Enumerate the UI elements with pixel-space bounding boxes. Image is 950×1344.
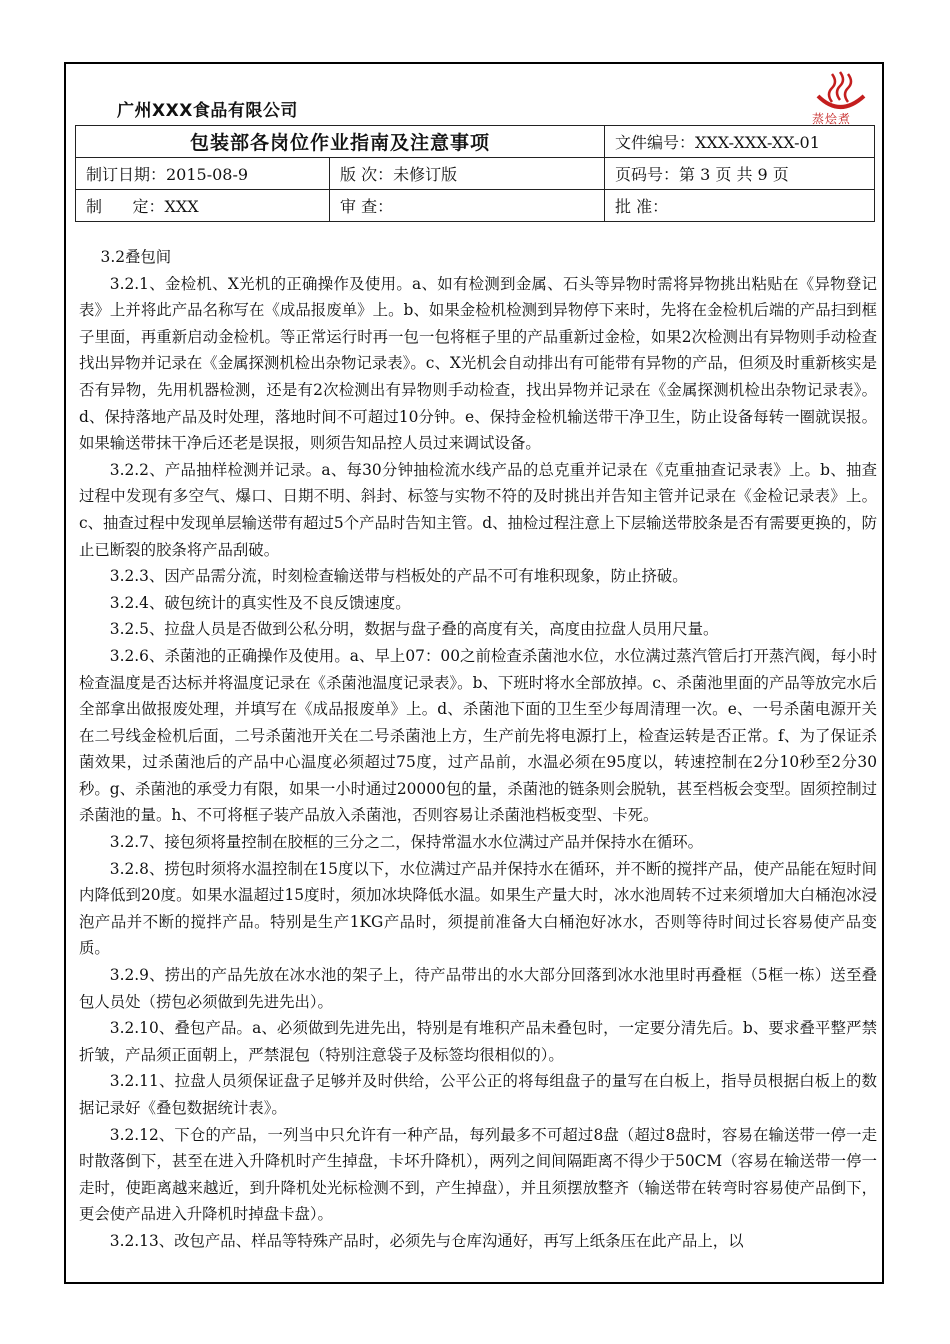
approver: 批 准： xyxy=(605,190,875,222)
document-header-table xyxy=(75,125,875,222)
paragraph: 3.2.7、接包须将量控制在胶框的三分之二，保持常温水水位满过产品并保持水在循环。 xyxy=(109,833,704,852)
paragraph: 3.2.8、捞包时须将水温控制在15度以下，水位满过产品并保持水在循环，并不断的搅拌产品，使产品能在短时间内降低到20度。如果水温超过15度时，须加冰块降低水温。如果生产量大时，冰水池周转不过来须增加大白桶泡冰浸泡产品并不断的搅拌产品。特别是生产1KG产品时，须提前准备大白桶泡好冰水，否则等待时间过长容易使产品变质。 xyxy=(79,859,877,958)
paragraph: 3.2.4、破包统计的真实性及不良反馈速度。 xyxy=(109,593,411,612)
page-number: 页码号：第 3 页 共 9 页 xyxy=(605,158,875,190)
paragraph: 3.2.5、拉盘人员是否做到公私分明，数据与盘子叠的高度有关，高度由拉盘人员用尺量。 xyxy=(109,620,719,639)
paragraph: 3.2.12、下仓的产品，一列当中只允许有一种产品，每列最多不可超过8盘（超过8盘时，容易在输送带一停一走时散落倒下，甚至在进入升降机时产生掉盘，卡坏升降机），两列之间间隔距离不得少于50CM（容易在输送带一停一走时，使距离越来越近，到升降机处光标检测不到，产生掉盘），并且须摆放整齐（输送带在转弯时容易使产品倒下，更会使产品进入升降机时掉盘卡盘）。 xyxy=(79,1125,877,1224)
paragraph: 3.2.10、叠包产品。a、必须做到先进先出，特别是有堆积产品未叠包时，一定要分清先后。b、要求叠平整严禁折皱，产品须正面朝上，严禁混包（特别注意袋子及标签均很相似的）。 xyxy=(79,1019,877,1064)
paragraph: 3.2.1、金检机、X光机的正确操作及使用。a、如有检测到金属、石头等异物时需将异物挑出粘贴在《异物登记表》上并将此产品名称写在《成品报废单》上。b、如果金检机检测到异物停下来时，先将在金检机后端的产品扫到框子里面，再重新启动金检机。等正常运行时再一包一包将框子里的产品重新过金检，如果2次检测出有异物则手动检查找出异物并记录在《金属探测机检出杂物记录表》。c、X光机会自动排出有可能带有异物的产品，但须及时重新核实是否有异物，先用机器检测，还是有2次检测出有异物则手动检查，找出异物并记录在《金属探测机检出杂物记录表》。d、保持落地产品及时处理，落地时间不可超过10分钟。e、保持金检机输送带干净卫生，防止设备每转一圈就误报。如果输送带抹干净后还老是误报，则须告知品控人员过来调试设备。 xyxy=(79,274,877,453)
logo-text: 蒸烩煮 xyxy=(812,112,852,126)
paragraph: 3.2.13、改包产品、样品等特殊产品时，必须先与仓库沟通好，再写上纸条压在此产品上，以 xyxy=(109,1231,744,1250)
paragraph: 3.2.3、因产品需分流，时刻检查输送带与档板处的产品不可有堆积现象，防止挤破。 xyxy=(109,567,688,586)
revise-date: 制订日期：2015-08-9 xyxy=(76,158,330,190)
company-name: 广州XXX食品有限公司 xyxy=(117,101,298,121)
paragraph: 3.2.11、拉盘人员须保证盘子足够并及时供给，公平公正的将每组盘子的量写在白板上，指导员根据白板上的数据记录好《叠包数据统计表》。 xyxy=(79,1072,877,1117)
paragraph: 3.2.2、产品抽样检测并记录。a、每30分钟抽检流水线产品的总克重并记录在《克重抽查记录表》上。b、抽查过程中发现有多空气、爆口、日期不明、斜封、标签与实物不符的及时挑出并告知主管并记录在《金检记录表》上。c、抽查过程中发现单层输送带有超过5个产品时告知主管。d、抽检过程注意上下层输送带胶条是否有需要更换的，防止已断裂的胶条将产品刮破。 xyxy=(79,460,877,559)
version: 版 次：未修订版 xyxy=(330,158,605,190)
section-heading: 3.2叠包间 xyxy=(100,248,172,266)
paragraph: 3.2.6、杀菌池的正确操作及使用。a、早上07：00之前检查杀菌池水位，水位满过蒸汽管后打开蒸汽阀，每小时检查温度是否达标并将温度记录在《杀菌池温度记录表》。b、下班时将水全部放掉。c、杀菌池里面的产品等放完水后全部拿出做报废处理，并填写在《成品报废单》上。d、杀菌池下面的卫生至少每周清理一次。e、一号杀菌电源开关在二号线金检机后面，二号杀菌池开关在二号杀菌池上方，生产前先将电源打上，检查运转是否正常。f、为了保证杀菌效果，过杀菌池后的产品中心温度必须超过75度，过产品前，水温必须在95度以，转速控制在2分10秒至2分30秒。g、杀菌池的承受力有限，如果一小时通过20000包的量，杀菌池的链条则会脱轨，甚至档板会变型。固须控制过杀菌池的量。h、不可将框子装产品放入杀菌池，否则容易让杀菌池档板变型、卡死。 xyxy=(79,646,877,825)
author: 制 定：XXX xyxy=(76,190,330,222)
document-number: 文件编号：XXX-XXX-XX-01 xyxy=(605,126,875,158)
document-body xyxy=(79,244,877,1255)
reviewer: 审 查： xyxy=(330,190,605,222)
paragraph: 3.2.9、捞出的产品先放在冰水池的架子上，待产品带出的水大部分回落到冰水池里时再叠框（5框一栋）送至叠包人员处（捞包必须做到先进先出）。 xyxy=(79,966,877,1011)
document-title: 包装部各岗位作业指南及注意事项 xyxy=(76,126,605,158)
